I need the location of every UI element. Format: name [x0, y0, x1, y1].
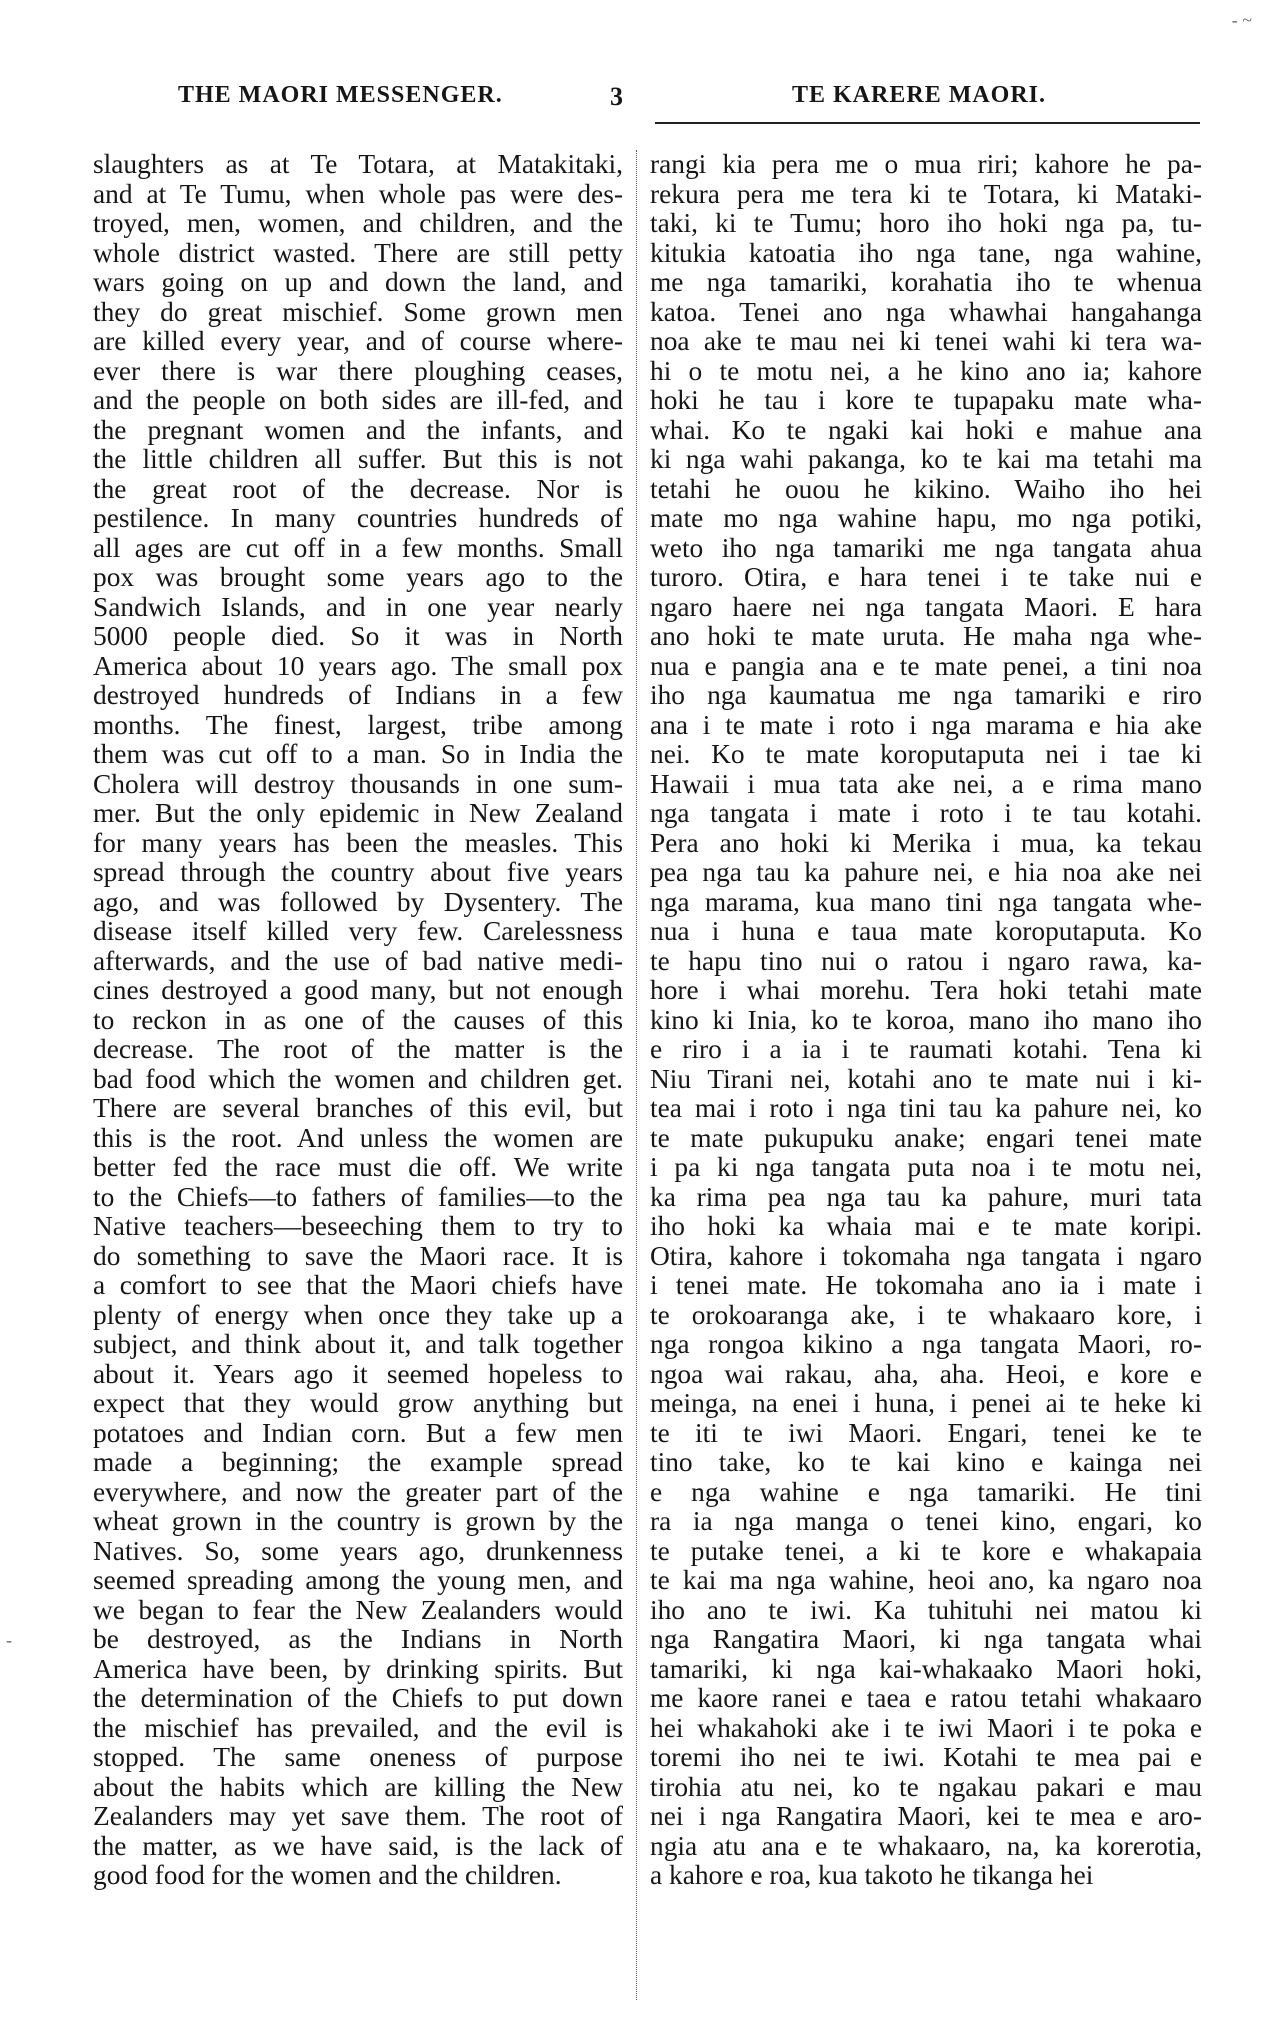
maori-text-line: ngoa wai rakau, aha, aha. Heoi, e kore e	[650, 1359, 1202, 1389]
english-text-line: and the people on both sides are ill-fed, and	[93, 386, 623, 415]
maori-text-line: hoki he tau i kore te tupapaku mate wha-	[650, 386, 1202, 415]
maori-text-line: te mate pukupuku anake; engari tenei mate	[650, 1123, 1202, 1153]
english-text-line: be destroyed, as the Indians in North	[93, 1625, 623, 1654]
english-text-line: plenty of energy when once they take up a	[93, 1300, 623, 1330]
english-text-line: ever there is war there ploughing ceases,	[93, 356, 623, 386]
english-text-line: months. The finest, largest, tribe among	[93, 710, 623, 740]
english-text-line: Sandwich Islands, and in one year nearly	[93, 592, 623, 622]
english-text-line: about it. Years ago it seemed hopeless to	[93, 1359, 623, 1389]
english-text-line: all ages are cut off in a few months. Small	[93, 533, 623, 563]
english-text-line: them was cut off to a man. So in India the	[93, 740, 623, 769]
maori-text-line: nga tangata i mate i roto i te tau kotahi.	[650, 799, 1202, 828]
english-title: THE MAORI MESSENGER.	[178, 82, 503, 108]
english-text-line: the great root of the decrease. Nor is	[93, 474, 623, 504]
maori-text-line: nga Rangatira Maori, ki nga tangata whai	[650, 1625, 1202, 1654]
maori-text-line: tamariki, ki nga kai-whakaako Maori hoki,	[650, 1654, 1202, 1684]
maori-text-line: te putake tenei, a ki te kore e whakapaia	[650, 1536, 1202, 1566]
english-text-line: the matter, as we have said, is the lack of	[93, 1831, 623, 1861]
maori-text-line: i tenei mate. He tokomaha ano ia i mate i	[650, 1271, 1202, 1300]
english-text-line: afterwards, and the use of bad native medi-	[93, 946, 623, 976]
maori-text-line: Pera ano hoki ki Merika i mua, ka tekau	[650, 828, 1202, 858]
english-text-line: wars going on up and down the land, and	[93, 268, 623, 297]
maori-text-line: tino take, ko te kai kino e kainga nei	[650, 1448, 1202, 1477]
maori-text-line: iho nga kaumatua me nga tamariki e riro	[650, 681, 1202, 710]
maori-text-line: iho ano te iwi. Ka tuhituhi nei matou ki	[650, 1595, 1202, 1625]
maori-text-line: tetahi he ouou he kikino. Waiho iho hei	[650, 474, 1202, 504]
maori-text-line: te iti te iwi Maori. Engari, tenei ke te	[650, 1418, 1202, 1448]
maori-text-line: ki nga wahi pakanga, ko te kai ma tetahi ma	[650, 445, 1202, 474]
maori-text-line: nua e pangia ana e te mate penei, a tini noa	[650, 651, 1202, 681]
english-text-line: decrease. The root of the matter is the	[93, 1035, 623, 1064]
english-text-line: America about 10 years ago. The small pox	[93, 651, 623, 681]
margin-mark: -	[6, 1630, 12, 1650]
english-text-line: seemed spreading among the young men, and	[93, 1566, 623, 1595]
header-rule	[655, 122, 1200, 124]
maori-text-line: weto iho nga tamariki me nga tangata ahua	[650, 533, 1202, 563]
english-text-line: disease itself killed very few. Carelessness	[93, 917, 623, 946]
maori-text-line: Otira, kahore i tokomaha nga tangata i ngaro	[650, 1241, 1202, 1271]
maori-text-line: tirohia atu nei, ko te ngakau pakari e mau	[650, 1772, 1202, 1802]
maori-text-line: ngaro haere nei nga tangata Maori. E hara	[650, 592, 1202, 622]
english-text-line: whole district wasted. There are still petty	[93, 238, 623, 268]
maori-text-line: ana i te mate i roto i nga marama e hia ake	[650, 710, 1202, 740]
maori-text-line: ra ia nga manga o tenei kino, engari, ko	[650, 1507, 1202, 1536]
english-text-line: Native teachers—beseeching them to try to	[93, 1212, 623, 1241]
maori-text-line: ano hoki te mate uruta. He maha nga whe-	[650, 622, 1202, 651]
maori-text-line: e nga wahine e nga tamariki. He tini	[650, 1477, 1202, 1507]
english-text-line: wheat grown in the country is grown by the	[93, 1507, 623, 1536]
maori-text-line: noa ake te mau nei ki tenei wahi ki tera wa-	[650, 327, 1202, 356]
english-text-line: the mischief has prevailed, and the evil is	[93, 1713, 623, 1743]
maori-text-line: meinga, na enei i huna, i penei ai te heke ki	[650, 1389, 1202, 1418]
english-text-line: Natives. So, some years ago, drunkenness	[93, 1536, 623, 1566]
maori-text-line: turoro. Otira, e hara tenei i te take nui e	[650, 563, 1202, 592]
english-text-line: expect that they would grow anything but	[93, 1389, 623, 1418]
english-text-line: 5000 people died. So it was in North	[93, 622, 623, 651]
maori-text-line: hei whakahoki ake i te iwi Maori i te poka e	[650, 1713, 1202, 1743]
maori-text-line: nua i huna e taua mate koroputaputa. Ko	[650, 917, 1202, 946]
page-number: 3	[610, 82, 623, 111]
english-text-line: mer. But the only epidemic in New Zealand	[93, 799, 623, 828]
maori-text-line: iho hoki ka whaia mai e te mate koripi.	[650, 1212, 1202, 1241]
maori-text-line: e riro i a ia i te raumati kotahi. Tena ki	[650, 1035, 1202, 1064]
maori-text-line: Hawaii i mua tata ake nei, a e rima mano	[650, 769, 1202, 799]
english-text-line: the pregnant women and the infants, and	[93, 415, 623, 445]
maori-text-line: toremi iho nei te iwi. Kotahi te mea pai e	[650, 1743, 1202, 1772]
maori-text-line: mate mo nga wahine hapu, mo nga potiki,	[650, 504, 1202, 533]
english-text-line: the determination of the Chiefs to put down	[93, 1684, 623, 1713]
english-text-line: bad food which the women and children get.	[93, 1064, 623, 1094]
maori-text-line: nga marama, kua mano tini nga tangata whe-	[650, 887, 1202, 917]
english-text-line: are killed every year, and of course where-	[93, 327, 623, 356]
english-text-line: slaughters as at Te Totara, at Matakitaki,	[93, 150, 623, 179]
english-text-line: made a beginning; the example spread	[93, 1448, 623, 1477]
english-text-line: about the habits which are killing the New	[93, 1772, 623, 1802]
english-text-line: everywhere, and now the greater part of the	[93, 1477, 623, 1507]
english-text-line: Cholera will destroy thousands in one sum-	[93, 769, 623, 799]
english-text-line: good food for the women and the children.	[93, 1861, 562, 1890]
maori-text-line: nei i nga Rangatira Maori, kei te mea e aro-	[650, 1802, 1202, 1831]
english-text-line: and at Te Tumu, when whole pas were des-	[93, 179, 623, 209]
maori-text-line: ka rima pea nga tau ka pahure, muri tata	[650, 1182, 1202, 1212]
page-header	[40, 82, 1240, 122]
maori-text-line: te hapu tino nui o ratou i ngaro rawa, ka-	[650, 946, 1202, 976]
english-text-line: do something to save the Maori race. It is	[93, 1241, 623, 1271]
maori-text-line: pea nga tau ka pahure nei, e hia noa ake nei	[650, 858, 1202, 887]
maori-column	[650, 150, 1202, 1891]
maori-text-line: nga rongoa kikino a nga tangata Maori, ro-	[650, 1330, 1202, 1359]
english-text-line: pestilence. In many countries hundreds of	[93, 504, 623, 533]
english-text-line: for many years has been the measles. This	[93, 828, 623, 858]
maori-text-line: te orokoaranga ake, i te whakaaro kore, i	[650, 1300, 1202, 1330]
english-text-line: ago, and was followed by Dysentery. The	[93, 887, 623, 917]
maori-text-line: me kaore ranei e taea e ratou tetahi whakaaro	[650, 1684, 1202, 1713]
maori-text-line: kino ki Inia, ko te koroa, mano iho mano iho	[650, 1005, 1202, 1035]
english-text-line: cines destroyed a good many, but not enough	[93, 976, 623, 1005]
english-text-line: better fed the race must die off. We write	[93, 1153, 623, 1182]
maori-text-line: i pa ki nga tangata puta noa i te motu nei,	[650, 1153, 1202, 1182]
english-column	[93, 150, 623, 1891]
maori-text-line: tea mai i roto i nga tini tau ka pahure nei, ko	[650, 1094, 1202, 1123]
english-text-line: spread through the country about five years	[93, 858, 623, 887]
english-text-line: this is the root. And unless the women are	[93, 1123, 623, 1153]
maori-text-line: katoa. Tenei ano nga whawhai hangahanga	[650, 297, 1202, 327]
maori-text-line: nei. Ko te mate koroputaputa nei i tae ki	[650, 740, 1202, 769]
maori-text-line: me nga tamariki, korahatia iho te whenua	[650, 268, 1202, 297]
maori-text-line: hore i whai morehu. Tera hoki tetahi mate	[650, 976, 1202, 1005]
english-text-line: America have been, by drinking spirits. But	[93, 1654, 623, 1684]
maori-text-line: Niu Tirani nei, kotahi ano te mate nui i ki-	[650, 1064, 1202, 1094]
english-text-line: subject, and think about it, and talk together	[93, 1330, 623, 1359]
english-text-line: Zealanders may yet save them. The root of	[93, 1802, 623, 1831]
maori-text-line: te kai ma nga wahine, heoi ano, ka ngaro noa	[650, 1566, 1202, 1595]
maori-text-line: a kahore e roa, kua takoto he tikanga hei	[650, 1861, 1094, 1890]
maori-text-line: ngia atu ana e te whakaaro, na, ka korerotia,	[650, 1831, 1202, 1861]
english-text-line: the little children all suffer. But this is not	[93, 445, 623, 474]
maori-text-line: taki, ki te Tumu; horo iho hoki nga pa, tu-	[650, 209, 1202, 238]
english-text-line: stopped. The same oneness of purpose	[93, 1743, 623, 1772]
english-text-line: to reckon in as one of the causes of this	[93, 1005, 623, 1035]
maori-title: TE KARERE MAORI.	[792, 82, 1047, 108]
english-text-line: a comfort to see that the Maori chiefs have	[93, 1271, 623, 1300]
maori-text-line: rekura pera me tera ki te Totara, ki Mataki-	[650, 179, 1202, 209]
maori-text-line: hi o te motu nei, a he kino ano ia; kahore	[650, 356, 1202, 386]
corner-mark: - ~	[1231, 10, 1252, 30]
english-text-line: There are several branches of this evil, but	[93, 1094, 623, 1123]
english-text-line: pox was brought some years ago to the	[93, 563, 623, 592]
maori-text-line: rangi kia pera me o mua riri; kahore he pa-	[650, 150, 1202, 179]
english-text-line: potatoes and Indian corn. But a few men	[93, 1418, 623, 1448]
maori-text-line: whai. Ko te ngaki kai hoki e mahue ana	[650, 415, 1202, 445]
english-text-line: they do great mischief. Some grown men	[93, 297, 623, 327]
maori-text-line: kitukia katoatia iho nga tane, nga wahine,	[650, 238, 1202, 268]
english-text-line: troyed, men, women, and children, and the	[93, 209, 623, 238]
english-text-line: to the Chiefs—to fathers of families—to the	[93, 1182, 623, 1212]
column-divider	[636, 150, 637, 2000]
english-text-line: destroyed hundreds of Indians in a few	[93, 681, 623, 710]
english-text-line: we began to fear the New Zealanders would	[93, 1595, 623, 1625]
